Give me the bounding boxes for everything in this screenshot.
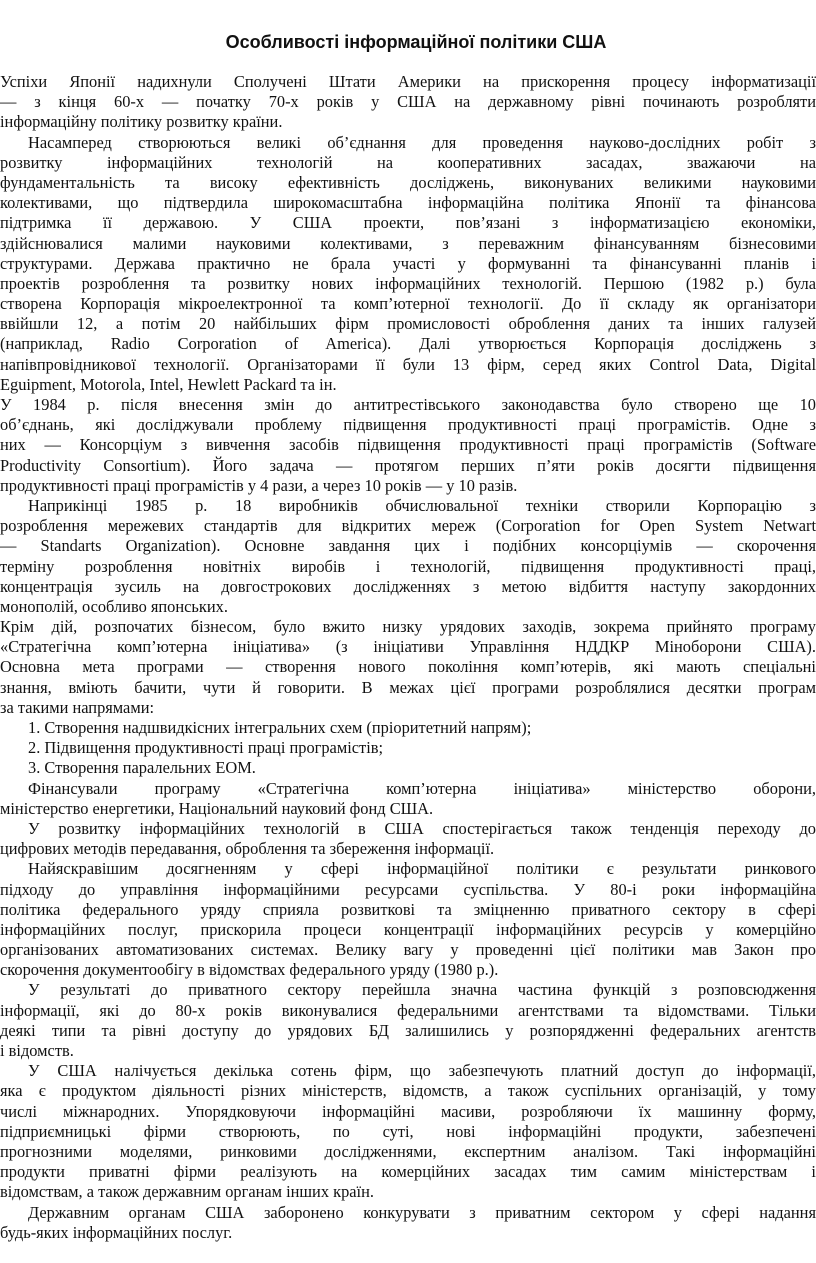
text-line: організованих автоматизованих системах. Велику вагу у проведенні цієї політики мав Закон про bbox=[0, 940, 816, 960]
text-line: «Стратегічна комп’ютерна ініціатива» (з ініціативи Управління НДДКР Міноборони США). bbox=[0, 637, 816, 657]
paragraph-10 bbox=[0, 1061, 816, 1202]
text-line: — з кінця 60-х — початку 70-х років у США на державному рівні починають розробляти bbox=[0, 92, 816, 112]
text-line: Eguipment, Motorola, Intel, Hewlett Packard та ін. bbox=[0, 374, 337, 394]
text-line: прогнозними моделями, ринковими дослідженнями, експертним аналізом. Такі інформаційні bbox=[0, 1141, 816, 1161]
paragraph-1 bbox=[0, 72, 816, 133]
paragraph-7 bbox=[0, 819, 816, 859]
text-line: Productivity Consortium). Його задача — протягом перших п’яти років досягти підвищення bbox=[0, 455, 816, 475]
paragraph-5 bbox=[0, 617, 816, 718]
text-line: підтримка її державою. У США проекти, пов’язані з інформатизацією економіки, bbox=[0, 213, 816, 233]
text-line: цифрових методів передавання, оброблення та збереження інформації. bbox=[0, 839, 495, 859]
paragraph-9 bbox=[0, 980, 816, 1061]
numbered-list bbox=[0, 718, 816, 779]
text-line: знання, вміють бачити, чути й говорити. В межах цієї програми розроблялися десятки програм bbox=[0, 677, 816, 697]
list-item: 1. Створення надшвидкісних інтегральних схем (пріоритетний напрям); bbox=[28, 718, 532, 737]
text-line: розвитку інформаційних технологій на кооперативних засадах, зважаючи на bbox=[0, 152, 816, 172]
text-line: — Standarts Organization). Основне завдання цих і подібних консорціумів — скорочення bbox=[0, 536, 816, 556]
text-line: них — Консорціум з вивчення засобів підвищення продуктивності праці програмістів (Software bbox=[0, 435, 816, 455]
text-line: інформаційних послуг, прискорила процеси концентрації інформаційних ресурсів у комерційно bbox=[0, 919, 816, 939]
text-line: політика федерального уряду сприяла розвиткові та зміцненню приватного сектору в сфері bbox=[0, 899, 816, 919]
text-line: проектів розроблення та розвитку нових інформаційних технологій. Першою (1982 р.) була bbox=[0, 273, 816, 293]
text-line: продукти приватні фірми реалізують на комерційних засадах тим самим міністерствам і bbox=[0, 1162, 816, 1182]
text-line: скорочення документообігу в відомствах федерального уряду (1980 р.). bbox=[0, 960, 499, 980]
text-line: Успіхи Японії надихнули Сполучені Штати Америки на прискорення процесу інформатизації bbox=[0, 72, 816, 91]
document-title: Особливості інформаційної політики США bbox=[225, 32, 607, 52]
text-line: концентрація зусиль на довгострокових дослідженнях з метою відбиття наступу закордонних bbox=[0, 576, 816, 596]
text-line: монополій, особливо японських. bbox=[0, 596, 228, 616]
text-line: відомствам, а також державним органам інших країн. bbox=[0, 1182, 374, 1202]
text-line: інформації, які до 80-х років виконувалися федеральними агентствами та відомствами. Тільки bbox=[0, 1000, 816, 1020]
text-line: розроблення мережевих стандартів для відкритих мереж (Corporation for Open System Netwart bbox=[0, 516, 816, 536]
text-line: У 1984 р. після внесення змін до антитрестівського законодавства було створено ще 10 bbox=[0, 395, 816, 414]
text-line: напівпровідникової технології. Організаторами її були 13 фірм, серед яких Control Data, Digital bbox=[0, 354, 816, 374]
text-line: Наприкінці 1985 р. 18 виробників обчислювальної техніки створили Корпорацію з bbox=[28, 495, 816, 515]
text-line: і відомств. bbox=[0, 1041, 74, 1060]
text-line: створена Корпорація мікроелектронної та комп’ютерної технології. До її складу як організатори bbox=[0, 294, 816, 314]
text-line: за такими напрямами: bbox=[0, 697, 155, 717]
text-line: об’єднань, які досліджували проблему підвищення продуктивності праці програмістів. Одне з bbox=[0, 415, 816, 435]
paragraph-8 bbox=[0, 859, 816, 980]
text-line: деякі типи та рівні доступу до урядових БД залишились у розпорядженні федеральних агентств bbox=[0, 1020, 816, 1040]
text-line: міністерство енергетики, Національний науковий фонд США. bbox=[0, 798, 434, 818]
paragraph-4 bbox=[0, 496, 816, 617]
text-line: Основна мета програми — створення нового покоління комп’ютерів, які мають спеціальні bbox=[0, 657, 816, 677]
list-item: 2. Підвищення продуктивності праці програмістів; bbox=[28, 738, 384, 758]
text-line: підприємницькі фірми створюють, по суті, нові інформаційні продукти, забезпечені bbox=[0, 1121, 816, 1141]
text-line: У результаті до приватного сектору перейшла значна частина функцій з розповсюдження bbox=[28, 980, 816, 1000]
text-line: Державним органам США заборонено конкурувати з приватним сектором у сфері надання bbox=[28, 1202, 816, 1222]
text-line: Найяскравішим досягненням у сфері інформаційної політики є результати ринкового bbox=[28, 859, 816, 879]
text-line: інформаційну політику розвитку країни. bbox=[0, 112, 283, 132]
text-line: У США налічується декілька сотень фірм, що забезпечують платний доступ до інформації, bbox=[28, 1061, 816, 1081]
paragraph-3 bbox=[0, 395, 816, 496]
text-line: Насамперед створюються великі об’єднання для проведення науково-дослідних робіт з bbox=[28, 132, 816, 152]
text-line: фундаментальність та високу ефективність досліджень, виконуваних великими науковими bbox=[0, 172, 816, 192]
text-line: колективами, що підтвердила широкомасштабна інформаційна політика Японії та фінансова bbox=[0, 193, 816, 213]
text-line: ввійшли 12, а потім 20 найбільших фірм промисловості оброблення даних та інших галузей bbox=[0, 314, 816, 334]
text-line: (наприклад, Radio Corporation of America). Далі утворюється Корпорація досліджень з bbox=[0, 334, 816, 354]
text-line: здійснювалися малими науковими колективами, з переважним фінансуванням бізнесовими bbox=[0, 233, 816, 253]
text-line: яка є продуктом діяльності різних міністерств, відомств, а також суспільних організацій, у тому bbox=[0, 1081, 816, 1101]
paragraph-6 bbox=[0, 779, 816, 819]
text-line: підходу до управління інформаційними ресурсами суспільства. У 80-і роки інформаційна bbox=[0, 879, 816, 899]
text-line: Фінансували програму «Стратегічна комп’ютерна ініціатива» міністерство оборони, bbox=[28, 778, 816, 798]
paragraph-2 bbox=[0, 133, 816, 395]
paragraph-11 bbox=[0, 1203, 816, 1243]
text-line: будь-яких інформаційних послуг. bbox=[0, 1222, 233, 1242]
text-line: У розвитку інформаційних технологій в США спостерігається також тенденція переходу до bbox=[28, 818, 816, 838]
text-line: числі міжнародних. Упорядковуючи інформаційні масиви, розробляючи їх машинну форму, bbox=[0, 1101, 816, 1121]
text-line: терміну розроблення новітніх виробів і технологій, підвищення продуктивності праці, bbox=[0, 556, 816, 576]
text-line: Крім дій, розпочатих бізнесом, було вжито низку урядових заходів, зокрема прийнято програму bbox=[0, 617, 816, 637]
text-line: продуктивності праці програмістів у 4 рази, а через 10 років — у 10 разів. bbox=[0, 475, 518, 495]
list-item: 3. Створення паралельних ЕОМ. bbox=[28, 758, 256, 778]
text-line: структурами. Держава практично не брала участі у формуванні та фінансуванні планів і bbox=[0, 253, 816, 273]
document-body bbox=[0, 72, 816, 1243]
